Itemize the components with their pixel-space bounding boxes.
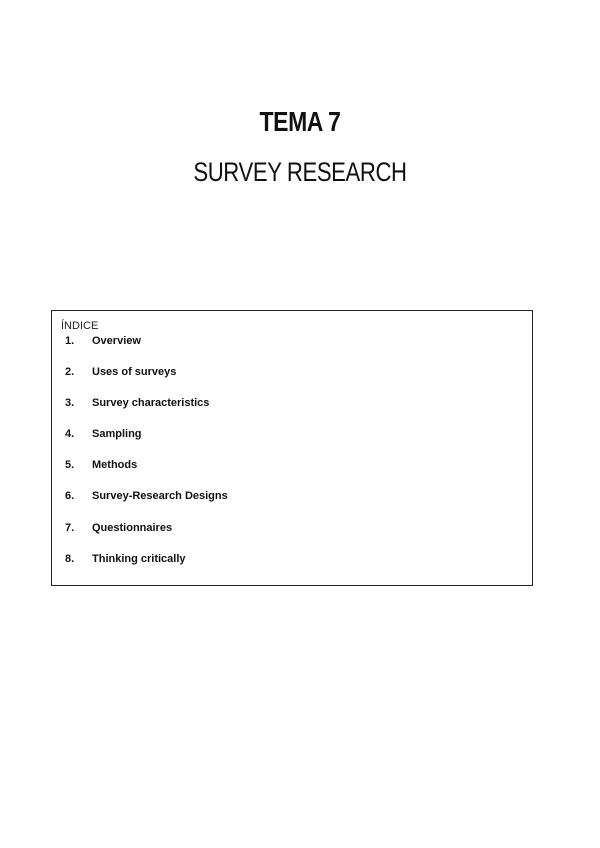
toc-item bbox=[52, 396, 228, 427]
document-title: TEMA 7 bbox=[259, 106, 341, 137]
toc-item bbox=[52, 427, 228, 458]
toc-heading: ÍNDICE bbox=[61, 320, 99, 332]
toc-list bbox=[52, 334, 228, 583]
toc-item-label: Thinking critically bbox=[92, 552, 186, 565]
toc-item bbox=[52, 365, 228, 396]
toc-item-number: 5. bbox=[65, 459, 75, 472]
toc-item-label: Uses of surveys bbox=[92, 366, 177, 379]
toc-item-label: Survey characteristics bbox=[92, 397, 210, 410]
toc-item bbox=[52, 552, 228, 583]
toc-item-label: Methods bbox=[92, 459, 138, 472]
toc-item bbox=[52, 334, 228, 365]
toc-item-label: Survey-Research Designs bbox=[92, 490, 228, 503]
toc-item-label: Questionnaires bbox=[92, 521, 173, 534]
toc-item-number: 2. bbox=[65, 366, 75, 379]
toc-item-number: 4. bbox=[65, 428, 75, 441]
document-subtitle: SURVEY RESEARCH bbox=[193, 157, 407, 187]
toc-item-label: Sampling bbox=[92, 428, 142, 441]
toc-item-number: 8. bbox=[65, 552, 75, 565]
table-of-contents bbox=[51, 310, 533, 586]
toc-item bbox=[52, 458, 228, 489]
toc-item bbox=[52, 521, 228, 552]
toc-item-number: 6. bbox=[65, 490, 75, 503]
toc-item-number: 1. bbox=[65, 335, 75, 347]
toc-item-label: Overview bbox=[92, 335, 141, 347]
toc-item-number: 7. bbox=[65, 521, 75, 534]
toc-item bbox=[52, 489, 228, 520]
toc-item-number: 3. bbox=[65, 397, 75, 410]
